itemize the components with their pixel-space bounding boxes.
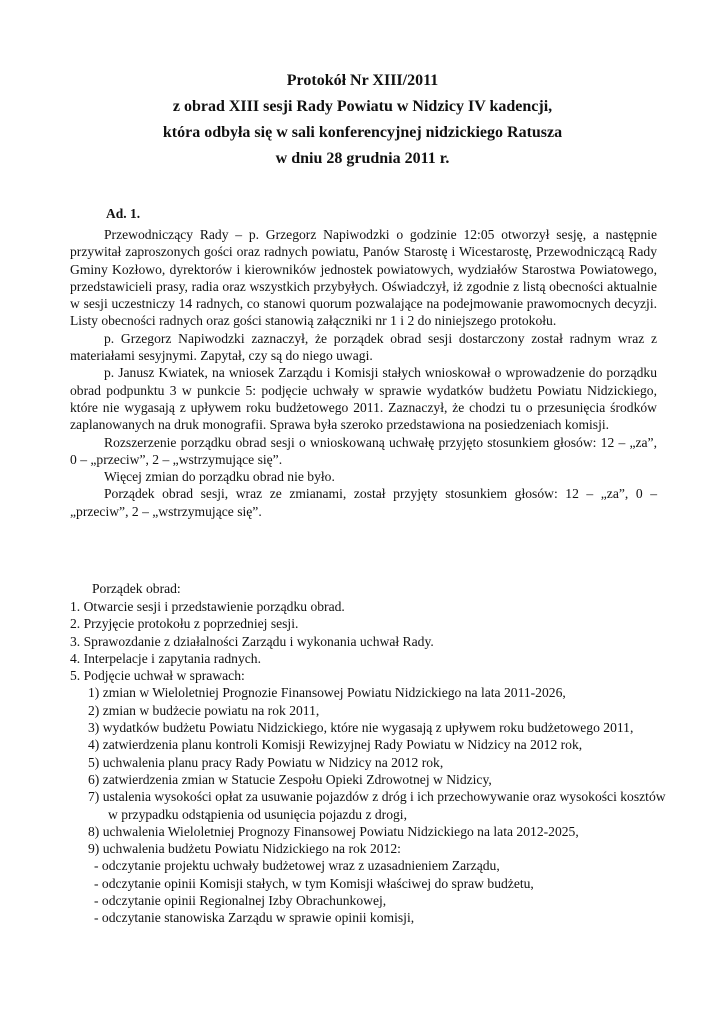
agenda-item: 5. Podjęcie uchwał w sprawach: (70, 668, 245, 684)
agenda-subitem: 7) ustalenia wysokości opłat za usuwanie pojazdów z dróg i ich przechowywanie oraz wysokości kosztów w przypadku odstąpienia od usunięcia pojazdu z drogi, (88, 789, 666, 822)
agenda-subitem: 9) uchwalenia budżetu Powiatu Nidzickiego na rok 2012: (88, 841, 401, 857)
session-subtitle: z obrad XIII sesji Rady Powiatu w Nidzicy IV kadencji, (172, 98, 553, 115)
agenda-item: 1. Otwarcie sesji i przedstawienie porządku obrad. (70, 599, 345, 614)
agenda-dash-item: - odczytanie opinii Komisji stałych, w tym Komisji właściwej do spraw budżetu, (94, 875, 534, 891)
paragraph-opening: Przewodniczący Rady – p. Grzegorz Napiwodzki o godzinie 12:05 otworzył sesję, a następnie przywitał zaproszonych gości oraz radnych powiatu, Panów Starostę i Wicestarostę, Przewodniczącą Rady Gminy Kozłowo, dyrektorów i kierowników jednostek powiatowych, wydziałów Starostwa Powiatowego, przedstawicieli prasy, radia oraz wszystkich przybyłych. Oświadczył, iż zgodnie z listą obecności aktualnie w sesji uczestniczy 14 radnych, co stanowi quorum pozwalające na podejmowanie prawomocnych decyzji. Listy obecności radnych oraz gości stanowią załączniki nr 1 i 2 do niniejszego protokołu. (70, 227, 657, 329)
paragraph-vote-extension: Rozszerzenie porządku obrad sesji o wnioskowaną uchwałę przyjęto stosunkiem głosów: 12 – „za”, 0 – „przeciw”, 2 – „wstrzymujące się”. (70, 434, 657, 467)
venue-subtitle: która odbyła się w sali konferencyjnej nidzickiego Ratusza (162, 124, 563, 141)
agenda-subitem: 2) zmian w budżecie powiatu na rok 2011, (88, 702, 320, 718)
paragraph-motion: p. Janusz Kwiatek, na wniosek Zarządu i Komisji stałych wnioskował o wprowadzenie do porządku obrad podpunktu 3 w punkcie 5: podjęcie uchwały w sprawie wydatków budżetu Powiatu Nidzickiego, które nie wygasają z upływem roku budżetowego 2011. Zaznaczył, że chodzi tu o przesunięcia środków zaplanowanych na druk monografii. Sprawa była szeroko przedstawiona na posiedzeniach komisji. (70, 365, 657, 433)
agenda-subitem: 3) wydatków budżetu Powiatu Nidzickiego, które nie wygasają z upływem roku budżetowego 2011, (88, 720, 634, 736)
section-heading: Ad. 1. (106, 206, 141, 221)
paragraph-no-changes: Więcej zmian do porządku obrad nie było. (104, 469, 335, 485)
agenda-subitem: 1) zmian w Wieloletniej Prognozie Finansowej Powiatu Nidzickiego na lata 2011-2026, (88, 685, 566, 701)
agenda-list (70, 598, 670, 927)
protocol-title: Protokół Nr XIII/2011 (286, 72, 439, 89)
agenda-item: 3. Sprawozdanie z działalności Zarządu i wykonania uchwał Rady. (70, 633, 434, 649)
agenda-subitem: 5) uchwalenia planu pracy Rady Powiatu w Nidzicy na 2012 rok, (88, 754, 444, 770)
paragraph-agenda-delivered: p. Grzegorz Napiwodzki zaznaczył, że porządek obrad sesji dostarczony został radnym wraz z materiałami sesyjnymi. Zapytał, czy są do niego uwagi. (70, 330, 657, 364)
agenda-subitem: 8) uchwalenia Wieloletniej Prognozy Finansowej Powiatu Nidzickiego na lata 2012-2025, (88, 823, 579, 839)
agenda-dash-item: - odczytanie projektu uchwały budżetowej wraz z uzasadnieniem Zarządu, (94, 858, 500, 874)
agenda-item: 2. Przyjęcie protokołu z poprzedniej sesji. (70, 616, 299, 632)
date-subtitle: w dniu 28 grudnia 2011 r. (275, 150, 450, 167)
paragraph-vote-agenda: Porządek obrad sesji, wraz ze zmianami, został przyjęty stosunkiem głosów: 12 – „za”, 0 – „przeciw”, 2 – „wstrzymujące się”. (70, 486, 657, 519)
agenda-subitem: 4) zatwierdzenia planu kontroli Komisji Rewizyjnej Rady Powiatu w Nidzicy na 2012 rok, (88, 737, 583, 753)
minutes-body (70, 226, 657, 520)
agenda-subitem: 6) zatwierdzenia zmian w Statucie Zespołu Opieki Zdrowotnej w Nidzicy, (88, 771, 492, 787)
agenda-dash-item: - odczytanie stanowiska Zarządu w sprawie opinii komisji, (94, 910, 415, 926)
agenda-item: 4. Interpelacje i zapytania radnych. (70, 650, 261, 666)
agenda-heading: Porządek obrad: (92, 581, 181, 596)
agenda-dash-item: - odczytanie opinii Regionalnej Izby Obrachunkowej, (94, 893, 387, 909)
